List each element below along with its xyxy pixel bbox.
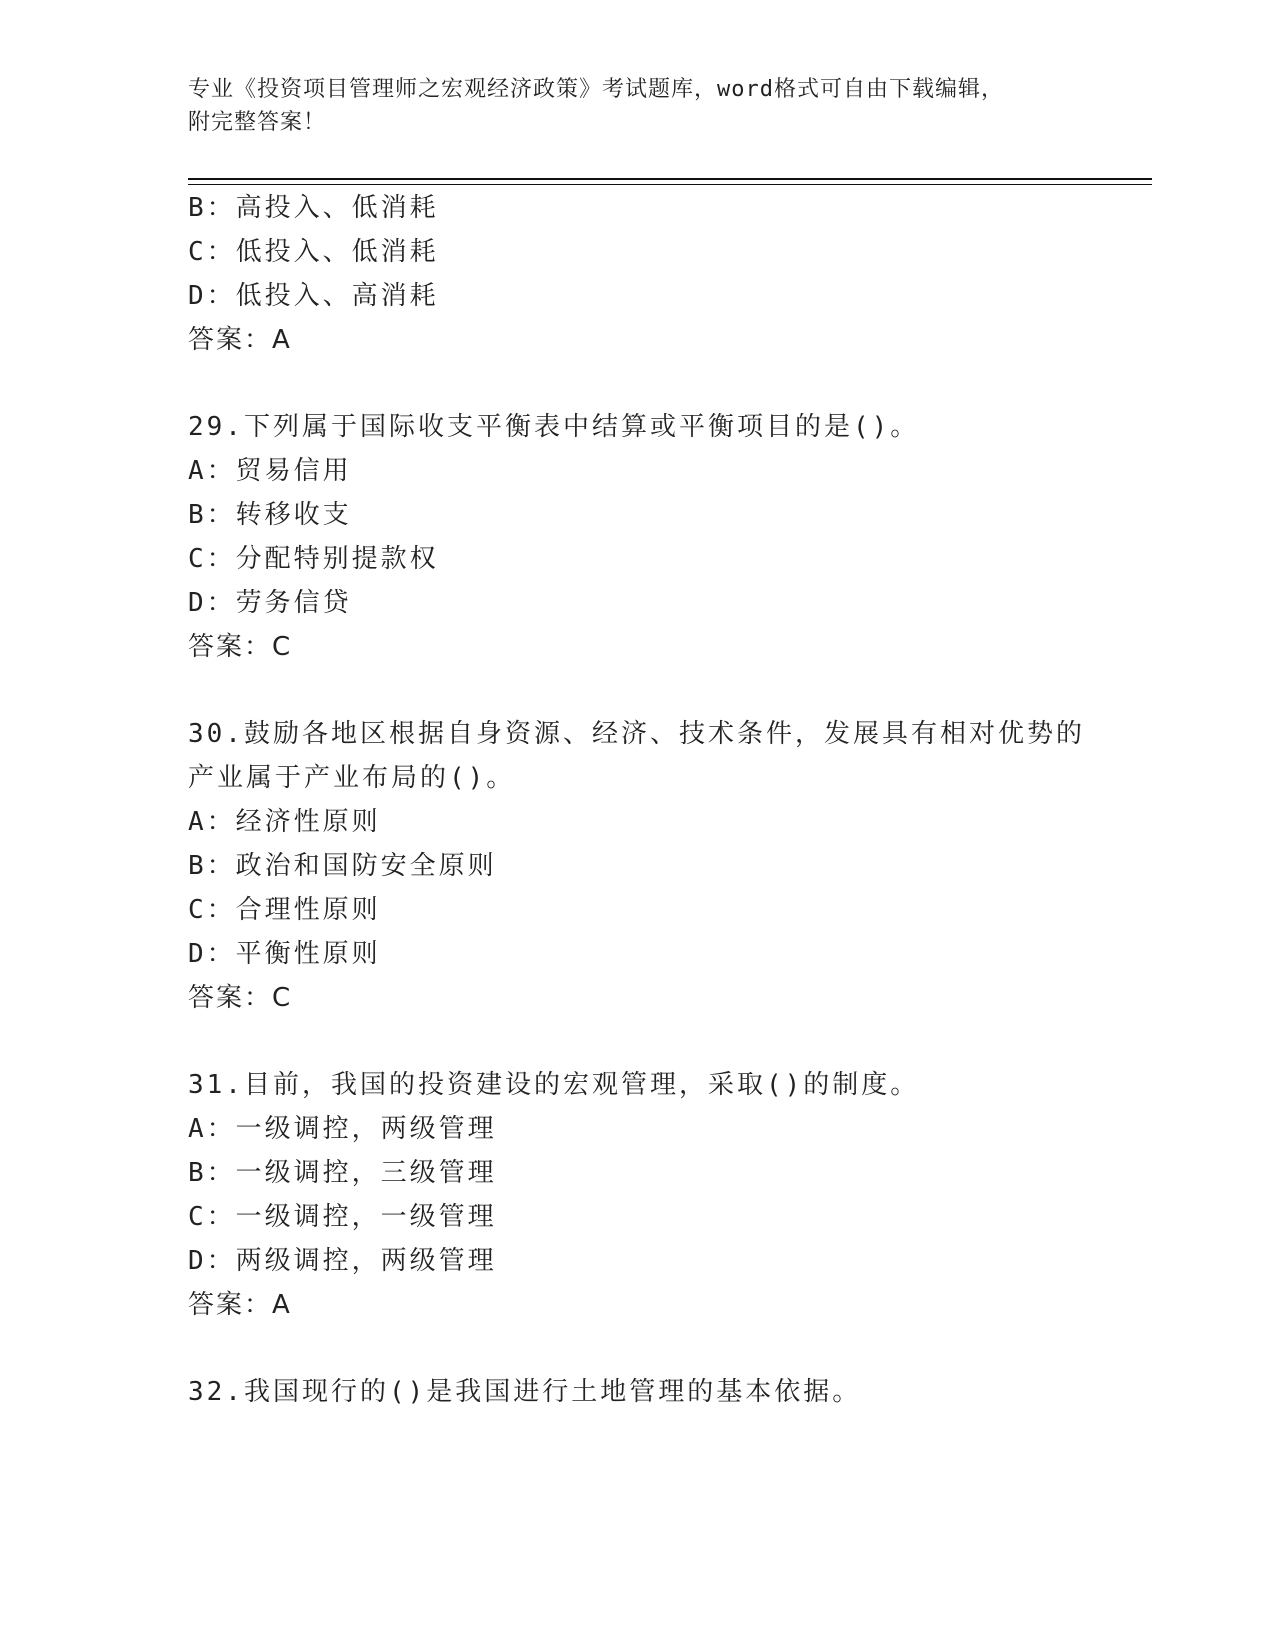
option-b: B：高投入、低消耗	[188, 193, 439, 223]
option-d: D：低投入、高消耗	[188, 281, 439, 311]
header-divider-thin	[188, 184, 1152, 185]
option-c: C：一级调控，一级管理	[188, 1202, 497, 1232]
question-stem-continued: 产业属于产业布局的()。	[188, 763, 516, 793]
question-stem: 31.目前，我国的投资建设的宏观管理，采取()的制度。	[188, 1070, 920, 1100]
answer: 答案：C	[188, 632, 293, 662]
question-stem: 29.下列属于国际收支平衡表中结算或平衡项目的是()。	[188, 412, 920, 442]
option-a: A：一级调控，两级管理	[188, 1114, 497, 1144]
question-stem: 32.我国现行的()是我国进行土地管理的基本依据。	[188, 1377, 862, 1407]
question-stem: 30.鼓励各地区根据自身资源、经济、技术条件，发展具有相对优势的	[188, 719, 1085, 749]
option-a: A：经济性原则	[188, 807, 381, 837]
answer: 答案：A	[188, 1290, 292, 1320]
option-b: B：一级调控，三级管理	[188, 1158, 497, 1188]
option-b: B：政治和国防安全原则	[188, 851, 497, 881]
option-d: D：两级调控，两级管理	[188, 1246, 497, 1276]
option-c: C：低投入、低消耗	[188, 237, 439, 267]
option-d: D：平衡性原则	[188, 939, 381, 969]
answer: 答案：C	[188, 983, 293, 1013]
option-c: C：合理性原则	[188, 895, 381, 925]
document-header: 专业《投资项目管理师之宏观经济政策》考试题库，word格式可自由下载编辑， 附完整答案！	[188, 77, 1004, 135]
option-b: B：转移收支	[188, 500, 352, 530]
answer: 答案：A	[188, 325, 292, 355]
option-a: A：贸易信用	[188, 456, 352, 486]
header-divider	[188, 178, 1152, 180]
option-c: C：分配特别提款权	[188, 544, 439, 574]
option-d: D：劳务信贷	[188, 588, 352, 618]
